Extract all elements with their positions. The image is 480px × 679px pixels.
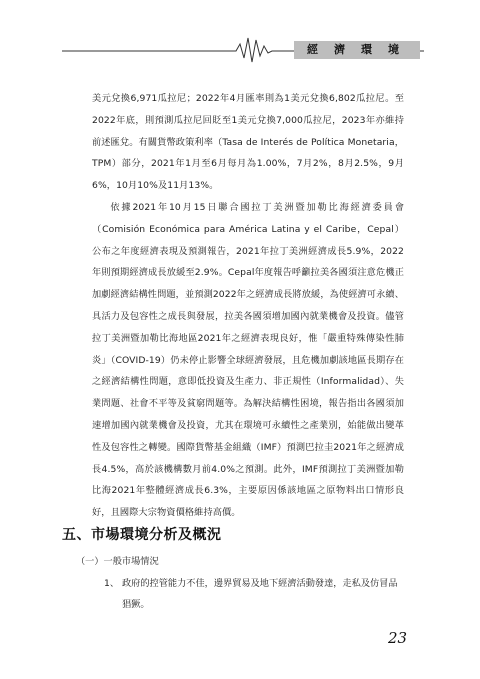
page-number: 23 bbox=[388, 629, 408, 647]
heartbeat-line-icon bbox=[0, 0, 480, 70]
page-header bbox=[0, 0, 480, 70]
list-item bbox=[104, 573, 404, 615]
running-header-title: 經濟環境 bbox=[294, 41, 420, 59]
subsection-heading: （一）一般市場情況 bbox=[76, 556, 159, 567]
section-title: 五、市場環境分析及概況 bbox=[62, 527, 222, 543]
list-item-number: 1、 bbox=[104, 578, 120, 589]
list-item-text: 政府的控管能力不佳，邊界貿易及地下經濟活動發達，走私及仿冒品猖獗。 bbox=[122, 578, 398, 610]
paragraph-cepal-report: 依據2021年10月15日聯合國拉丁美洲暨加勒比海經濟委員會（Comisión Económica para América Latina y el Caribe，Cepal）公布之年度經濟表現及預測報告，2021年拉丁美洲經濟成長5.9%，2022年則預期經濟成長放緩至2.9%。Cepal年度報告呼籲拉美各國須注意危機正加劇經濟結構性問題，並預測2022年之經濟成長將放緩，為使經濟可永續、具活力及包容性之成長與發展，拉美各國須增加國內就業機會及投資。儘管拉丁美洲暨加勒比海地區2021年之經濟表現良好，惟「嚴重特殊傳染性肺炎」（COVID-19）仍未停止影響全球經濟發展，且危機加劇該地區長期存在之經濟結構性問題，意即低投資及生產力、非正規性（Informalidad）、失業問題、社會不平等及貧窮問題等。為解決結構性困境，報告指出各國須加速增加國內就業機會及投資，尤其在環境可永續性之產業別，始能做出變革性及包容性之轉變。國際貨幣基金組織（IMF）預測巴拉圭2021年之經濟成長4.5%，高於該機構數月前4.0%之預測。此外，IMF預測拉丁美洲暨加勒比海2021年整體經濟成長6.3%，主要原因係該地區之原物料出口情形良好，且國際大宗物資價格維持高價。 bbox=[92, 201, 404, 519]
paragraph-exchange-rate: 美元兌換6,971瓜拉尼；2022年4月匯率則為1美元兌換6,802瓜拉尼。至2022年底，則預測瓜拉尼回貶至1美元兌換7,000瓜拉尼，2023年亦維持前述匯兌。有關貨幣政策利率（Tasa de Interés de Política Monetaria，TPM）部分，2021年1月至6月每月為1.00%，7月2%，8月2.5%，9月6%，10月10%及11月13%。 bbox=[92, 93, 404, 192]
body-text bbox=[92, 88, 404, 524]
